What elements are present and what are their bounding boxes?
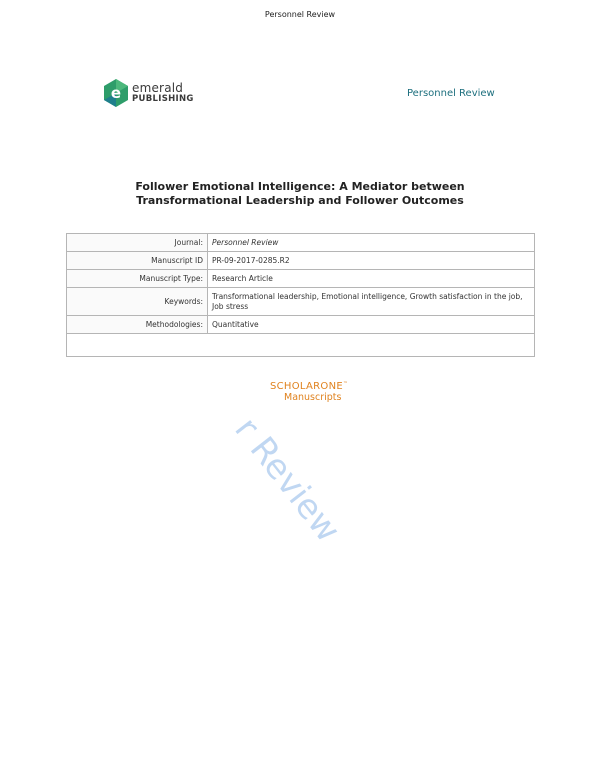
journal-name-header: Personnel Review [407, 88, 495, 99]
logo-wordmark-publishing: PUBLISHING [132, 94, 194, 105]
table-row [67, 252, 535, 270]
scholarone-brand: SCHOLARONE [270, 381, 343, 392]
manuscript-id-value: PR-09-2017-0285.R2 [208, 252, 535, 270]
watermark: r Review [226, 410, 348, 550]
keywords-value: Transformational leadership, Emotional intelligence, Growth satisfaction in the job, Job stress [208, 288, 535, 316]
title-line-2: Transformational Leadership and Follower Outcomes [136, 194, 464, 207]
logo-wordmark-emerald: emerald [132, 81, 184, 96]
table-row [67, 334, 535, 357]
running-head: Personnel Review [264, 10, 336, 19]
journal-value: Personnel Review [208, 234, 535, 252]
manuscript-metadata-table [66, 233, 535, 357]
methodologies-label: Methodologies: [67, 316, 208, 334]
empty-table-row [67, 334, 535, 357]
table-row [67, 316, 535, 334]
emerald-logo-icon [104, 79, 128, 107]
table-row [67, 234, 535, 252]
keywords-label: Keywords: [67, 288, 208, 316]
methodologies-value: Quantitative [208, 316, 535, 334]
table-row [67, 270, 535, 288]
journal-label: Journal: [67, 234, 208, 252]
title-line-1: Follower Emotional Intelligence: A Mediator between [135, 180, 465, 193]
svg-text:e: e [110, 84, 122, 102]
scholarone-tm: ™ [342, 381, 349, 387]
manuscript-type-label: Manuscript Type: [67, 270, 208, 288]
manuscript-id-label: Manuscript ID [67, 252, 208, 270]
manuscript-type-value: Research Article [208, 270, 535, 288]
paper-title [0, 180, 600, 208]
emerald-publishing-logo [104, 78, 194, 108]
scholarone-product: Manuscripts [284, 392, 342, 403]
scholarone-logo [270, 382, 348, 403]
table-row [67, 288, 535, 316]
